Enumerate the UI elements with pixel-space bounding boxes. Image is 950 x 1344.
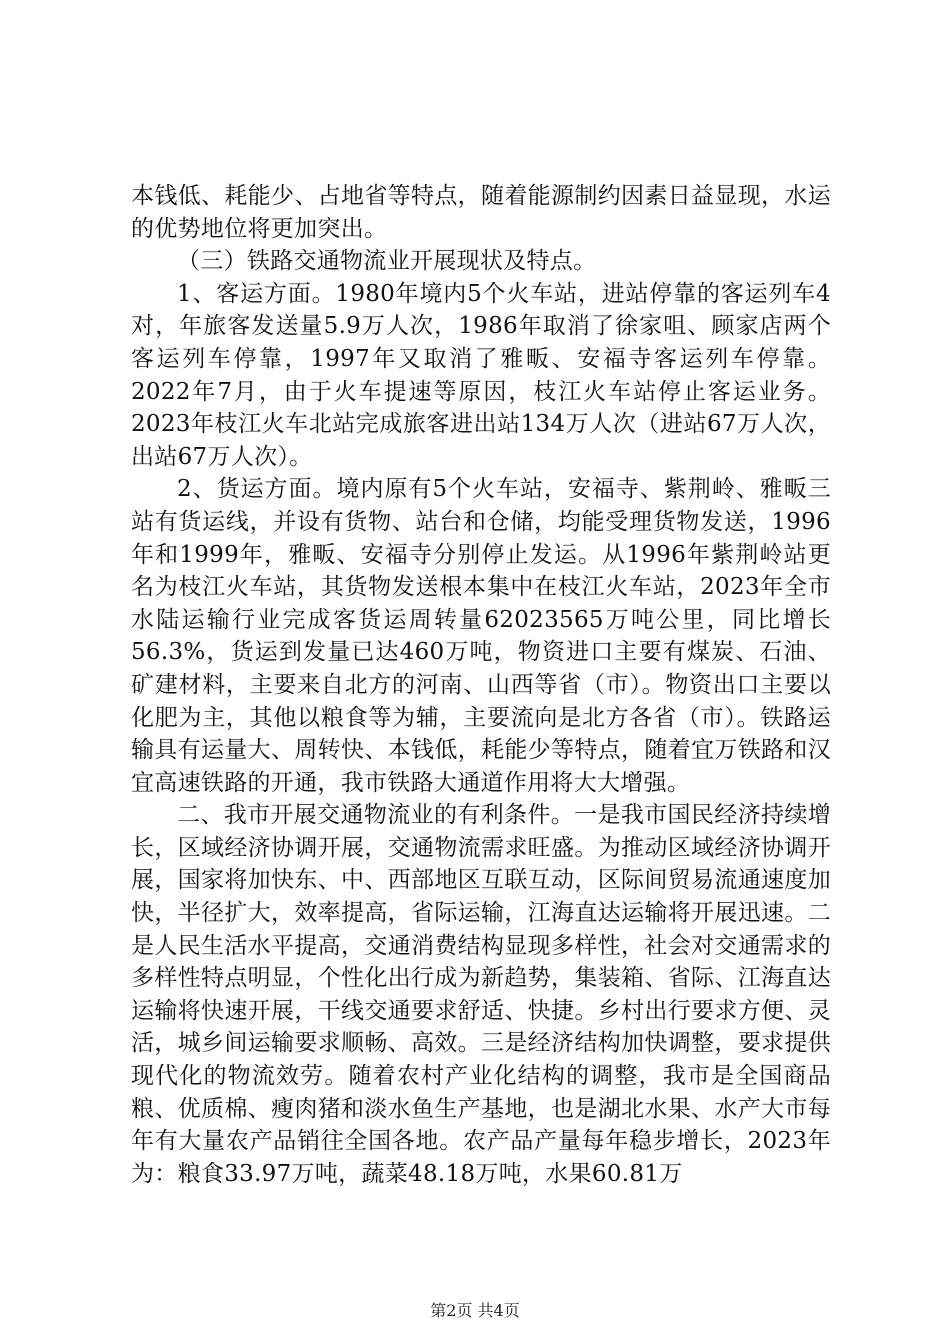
- section-heading: （三）铁路交通物流业开展现状及特点。: [177, 248, 597, 275]
- paragraph: 本钱低、耗能少、占地省等特点，随着能源制约因素日益显现，水运的优势地位将更加突出。: [131, 183, 831, 242]
- document-body: [131, 180, 831, 1190]
- paragraph: 二、我市开展交通物流业的有利条件。一是我市国民经济持续增长，区域经济协调开展，交通物流需求旺盛。为推动区域经济协调开展，国家将加快东、中、西部地区互联互动，区际间贸易流通速度加快，半径扩大，效率提高，省际运输，江海直达运输将开展迅速。二是人民生活水平提高，交通消费结构显现多样性，社会对交通需求的多样性特点明显，个性化出行成为新趋势，集装箱、省际、江海直达运输将快速开展，干线交通要求舒适、快捷。乡村出行要求方便、灵活，城乡间运输要求顺畅、高效。三是经济结构加快调整，要求提供现代化的物流效劳。随着农村产业化结构的调整，我市是全国商品粮、优质棉、瘦肉猪和淡水鱼生产基地，也是湖北水果、水产大市每年有大量农产品销往全国各地。农产品产量每年稳步增长，2023年为：粮食33.97万吨，蔬菜48.18万吨，水果60.81万: [131, 802, 831, 1187]
- paragraph: 1、客运方面。1980年境内5个火车站，进站停靠的客运列车4对，年旅客发送量5.9万人次，1986年取消了徐家咀、顾家店两个客运列车停靠，1997年又取消了雅畈、安福寺客运列车停靠。2022年7月，由于火车提速等原因，枝江火车站停止客运业务。2023年枝江火车北站完成旅客进出站134万人次（进站67万人次，出站67万人次）。: [131, 280, 831, 470]
- paragraph: 2、货运方面。境内原有5个火车站，安福寺、紫荆岭、雅畈三站有货运线，并设有货物、站台和仓储，均能受理货物发送，1996年和1999年，雅畈、安福寺分别停止发运。从1996年紫荆岭站更名为枝江火车站，其货物发送根本集中在枝江火车站，2023年全市水陆运输行业完成客货运周转量62023565万吨公里，同比增长56.3%，货运到发量已达460万吨，物资进口主要有煤炭、石油、矿建材料，主要来自北方的河南、山西等省（市）。物资出口主要以化肥为主，其他以粮食等为辅，主要流向是北方各省（市）。铁路运输具有运量大、周转快、本钱低，耗能少等特点，随着宜万铁路和汉宜高速铁路的开通，我市铁路大通道作用将大大增强。: [131, 476, 831, 796]
- page-number-footer: 第2页 共4页: [430, 1301, 520, 1320]
